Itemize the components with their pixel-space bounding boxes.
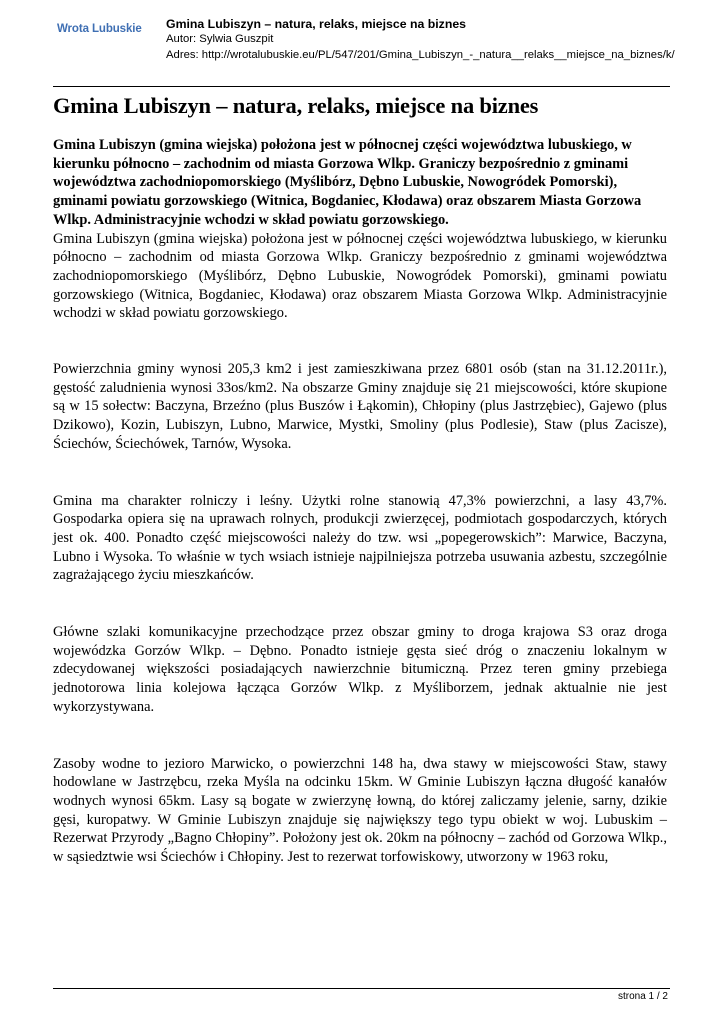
footer-divider bbox=[53, 988, 670, 989]
paragraph-spacer bbox=[53, 585, 667, 623]
article-body bbox=[53, 136, 667, 867]
paragraph-spacer bbox=[53, 717, 667, 755]
header-address[interactable]: Adres: http://wrotalubuskie.eu/PL/547/201/Gmina_Lubiszyn_-_natura__relaks__miejsce_na_biznes/k/ bbox=[166, 48, 675, 61]
header-author: Autor: Sylwia Guszpit bbox=[166, 33, 274, 45]
paragraph-water-resources: Zasoby wodne to jezioro Marwicko, o powierzchni 148 ha, dwa stawy w miejscowości Staw, stawy hodowlane w Jastrzębcu, rzeka Myśla na odcinku 15km. W Gminie Lubiszyn łączna długość kanałów wodnych wynosi 65km. Lasy są bogate w zwierzynę łowną, do której zaliczamy jelenie, sarny, dzikie gęsi, kuropatwy. W Gminie Lubiszyn znajduje się największy tego typu obiekt w woj. Lubuskim – Rezerwat Przyrody „Bagno Chłopiny”. Położony jest ok. 20km na północny – zachód od Gorzowa Wlkp., w sąsiedztwie wsi Ściechów i Chłopiny. Jest to rezerwat torfowiskowy, utworzony w 1963 roku, bbox=[53, 755, 667, 866]
page-number: strona 1 / 2 bbox=[617, 991, 668, 1002]
paragraph-transport: Główne szlaki komunikacyjne przechodzące przez obszar gminy to droga krajowa S3 oraz droga wojewódzka Gorzów Wlkp. – Dębno. Ponadto istnieje gęsta sieć dróg o znaczeniu lokalnym w zdecydowanej większości posiadających nawierzchnie bitumiczną. Przez teren gminy przebiega jednotorowa linia kolejowa łącząca Gorzów Wlkp. z Myśliborzem, jednak aktualnie nie jest wykorzystywana. bbox=[53, 624, 667, 715]
document-meta bbox=[166, 17, 676, 63]
header-title: Gmina Lubiszyn – natura, relaks, miejsce na biznes bbox=[166, 17, 467, 31]
paragraph-spacer bbox=[53, 454, 667, 492]
article-title: Gmina Lubiszyn – natura, relaks, miejsce na biznes bbox=[53, 93, 539, 118]
paragraph-spacer bbox=[53, 323, 667, 360]
paragraph-location: Gmina Lubiszyn (gmina wiejska) położona jest w północnej części województwa lubuskiego, w kierunku północno – zachodnim od miasta Gorzowa Wlkp. Graniczy bezpośrednio z gminami województwa zachodniopomorskiego (Myślibórz, Dębno Lubuskie, Nowogródek Pomorski), gminami powiatu gorzowskiego (Witnica, Bogdaniec, Kłodawa) oraz obszarem Miasta Gorzowa Wlkp. Administracyjnie wchodzi w skład powiatu gorzowskiego. bbox=[53, 230, 667, 322]
article-lead: Gmina Lubiszyn (gmina wiejska) położona jest w północnej części województwa lubuskiego, w kierunku północno – zachodnim od miasta Gorzowa Wlkp. Graniczy bezpośrednio z gminami województwa zachodniopomorskiego (Myślibórz, Dębno Lubuskie, Nowogródek Pomorski), gminami powiatu gorzowskiego (Witnica, Bogdaniec, Kłodawa) oraz obszarem Miasta Gorzowa Wlkp. Administracyjnie wchodzi w skład powiatu gorzowskiego. bbox=[53, 137, 642, 228]
header-divider bbox=[53, 86, 670, 87]
paragraph-economy: Gmina ma charakter rolniczy i leśny. Użytki rolne stanowią 47,3% powierzchni, a lasy 43,7%. Gospodarka opiera się na uprawach rolnych, produkcji zwierzęcej, podmiotach gospodarczych, których jest ok. 400. Ponadto część miejscowości należy do tzw. wsi „popegerowskich”: Marwice, Baczyna, Lubno i Wysoka. To właśnie w tych wsiach istnieje najpilniejsza potrzeba usuwania azbestu, szczególnie zagrażającego życiu mieszkańców. bbox=[53, 492, 667, 584]
paragraph-area-population: Powierzchnia gminy wynosi 205,3 km2 i jest zamieszkiwana przez 6801 osób (stan na 31.12.2011r.), gęstość zaludnienia wynosi 33os/km2. Na obszarze Gminy znajduje się 21 miejscowości, które skupione są w 15 sołectw: Baczyna, Brzeźno (plus Buszów i Łąkomin), Chłopiny (plus Jastrzębiec), Gajewo (plus Dzikowo), Kozin, Lubiszyn, Lubno, Marwice, Mystki, Smoliny (plus Podlesie), Staw (plus Zacisze), Ściechów, Ściechówek, Tarnów, Wysoka. bbox=[53, 361, 667, 452]
page-header bbox=[0, 0, 725, 86]
wrota-lubuskie-logo[interactable]: Wrota Lubuskie bbox=[57, 23, 142, 35]
